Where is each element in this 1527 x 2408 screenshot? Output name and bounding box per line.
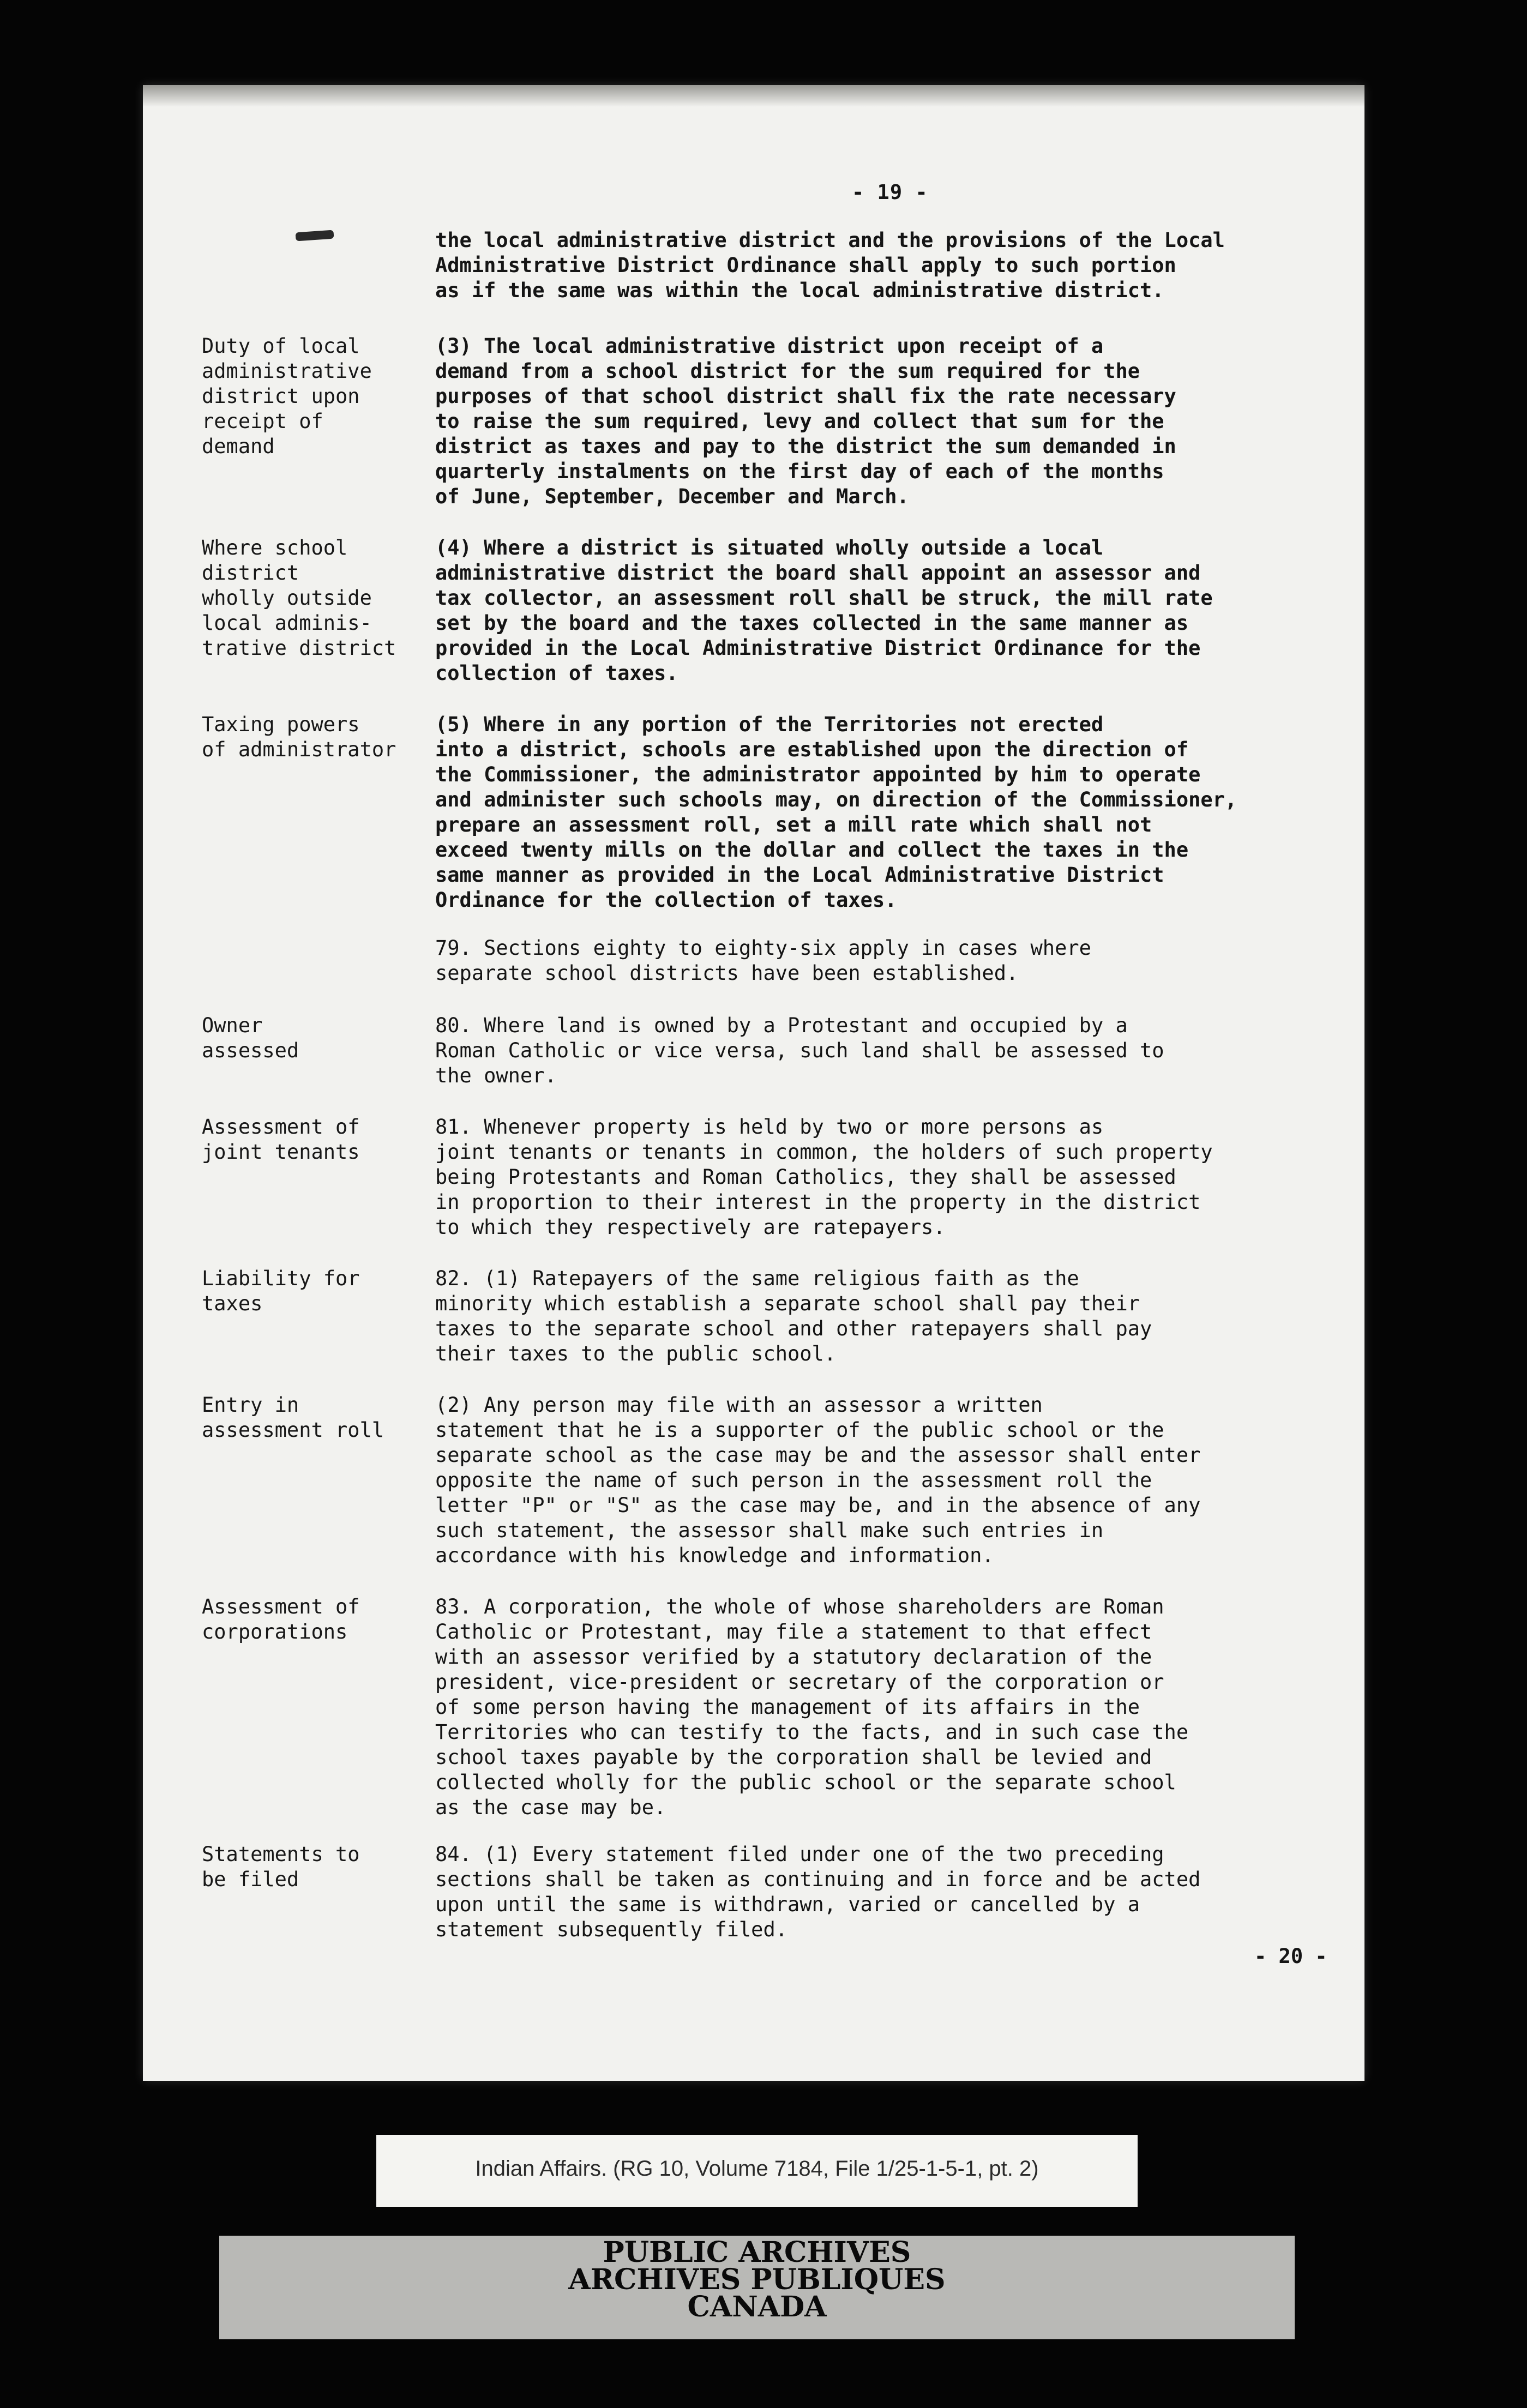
archive-reference: Indian Affairs. (RG 10, Volume 7184, File 1/25-1-5-1, pt. 2) — [475, 2157, 1039, 2181]
section-text: 82. (1) Ratepayers of the same religious faith as the minority which establish a separate school shall pay their taxes to the separate school and other ratepayers shall pay their taxes to the public school. — [435, 1267, 1152, 1365]
page-number: - 19 - — [852, 180, 928, 204]
section-text: 79. Sections eighty to eighty-six apply in cases where separate school districts have been established. — [435, 936, 1091, 985]
margin-note: Assessment of joint tenants — [202, 1115, 360, 1164]
section-text: the local administrative district and the provisions of the Local Administrative District Ordinance shall apply to such portion as if the same was within the local administrative district. — [435, 228, 1225, 302]
archive-country: CANADA — [687, 2290, 827, 2323]
margin-note: Assessment of corporations — [202, 1595, 360, 1644]
archive-name-english: PUBLIC ARCHIVES — [603, 2236, 911, 2269]
section-text: 81. Whenever property is held by two or more persons as joint tenants or tenants in common, the holders of such property being Protestants and Roman Catholics, they shall be assessed in proportion to their interest in the property in the district to which they respectively are ratepayers. — [435, 1115, 1213, 1239]
margin-mark — [296, 230, 334, 242]
margin-note: Statements to be filed — [202, 1843, 360, 1891]
margin-note: Liability for taxes — [202, 1267, 360, 1315]
margin-note: Entry in assessment roll — [202, 1393, 384, 1442]
section-text: 80. Where land is owned by a Protestant and occupied by a Roman Catholic or vice versa, such land shall be assessed to the owner. — [435, 1014, 1164, 1087]
section-text: 83. A corporation, the whole of whose shareholders are Roman Catholic or Protestant, may file a statement to that effect with an assessor verified by a statutory declaration of the president, vice-president or secretary of the corporation or of some person having the management of its affairs in the Territories who can testify to the facts, and in such case the school taxes payable by the corporation shall be levied and collected wholly for the public school or the separate school as the case may be. — [435, 1595, 1189, 1819]
section-text: (3) The local administrative district upon receipt of a demand from a school district for the sum required for the purposes of that school district shall fix the rate necessary to raise the sum required, levy and collect that sum for the district as taxes and pay to the district the sum demanded in quarterly instalments on the first day of each of the months of June, September, December and March. — [435, 334, 1176, 508]
section-text: 84. (1) Every statement filed under one of the two preceding sections shall be taken as continuing and in force and be acted upon until the same is withdrawn, varied or cancelled by a statement subsequently filed. — [435, 1843, 1201, 1941]
section-text: (4) Where a district is situated wholly outside a local administrative district the board shall appoint an assessor and tax collector, an assessment roll shall be struck, the mill rate set by the board and the taxes collected in the same manner as provided in the Local Administrative District Ordinance for the collection of taxes. — [435, 536, 1213, 685]
section-text: (5) Where in any portion of the Territories not erected into a district, schools are established upon the direction of the Commissioner, the administrator appointed by him to operate and administer such schools may, on direction of the Commissioner, prepare an assessment roll, set a mill rate which shall not exceed twenty mills on the dollar and collect the taxes in the same manner as provided in the Local Administrative District Ordinance for the collection of taxes. — [435, 713, 1237, 912]
margin-note: Taxing powers of administrator — [202, 713, 396, 761]
margin-note: Where school district wholly outside local adminis- trative district — [202, 536, 396, 660]
archive-stamp — [219, 2236, 1295, 2339]
section-text: (2) Any person may file with an assessor a written statement that he is a supporter of the public school or the separate school as the case may be and the assessor shall enter opposite the name of such person in the assessment roll the letter "P" or "S" as the case may be, and in the absence of any such statement, the assessor shall make such entries in accordance with his knowledge and information. — [435, 1393, 1201, 1567]
archive-name-french: ARCHIVES PUBLIQUES — [568, 2263, 946, 2296]
margin-note: Owner assessed — [202, 1014, 299, 1062]
document-page — [143, 85, 1364, 2081]
margin-note: Duty of local administrative district upon receipt of demand — [202, 334, 372, 458]
next-page-marker: - 20 - — [1254, 1945, 1327, 1968]
archive-reference-label — [376, 2135, 1138, 2207]
